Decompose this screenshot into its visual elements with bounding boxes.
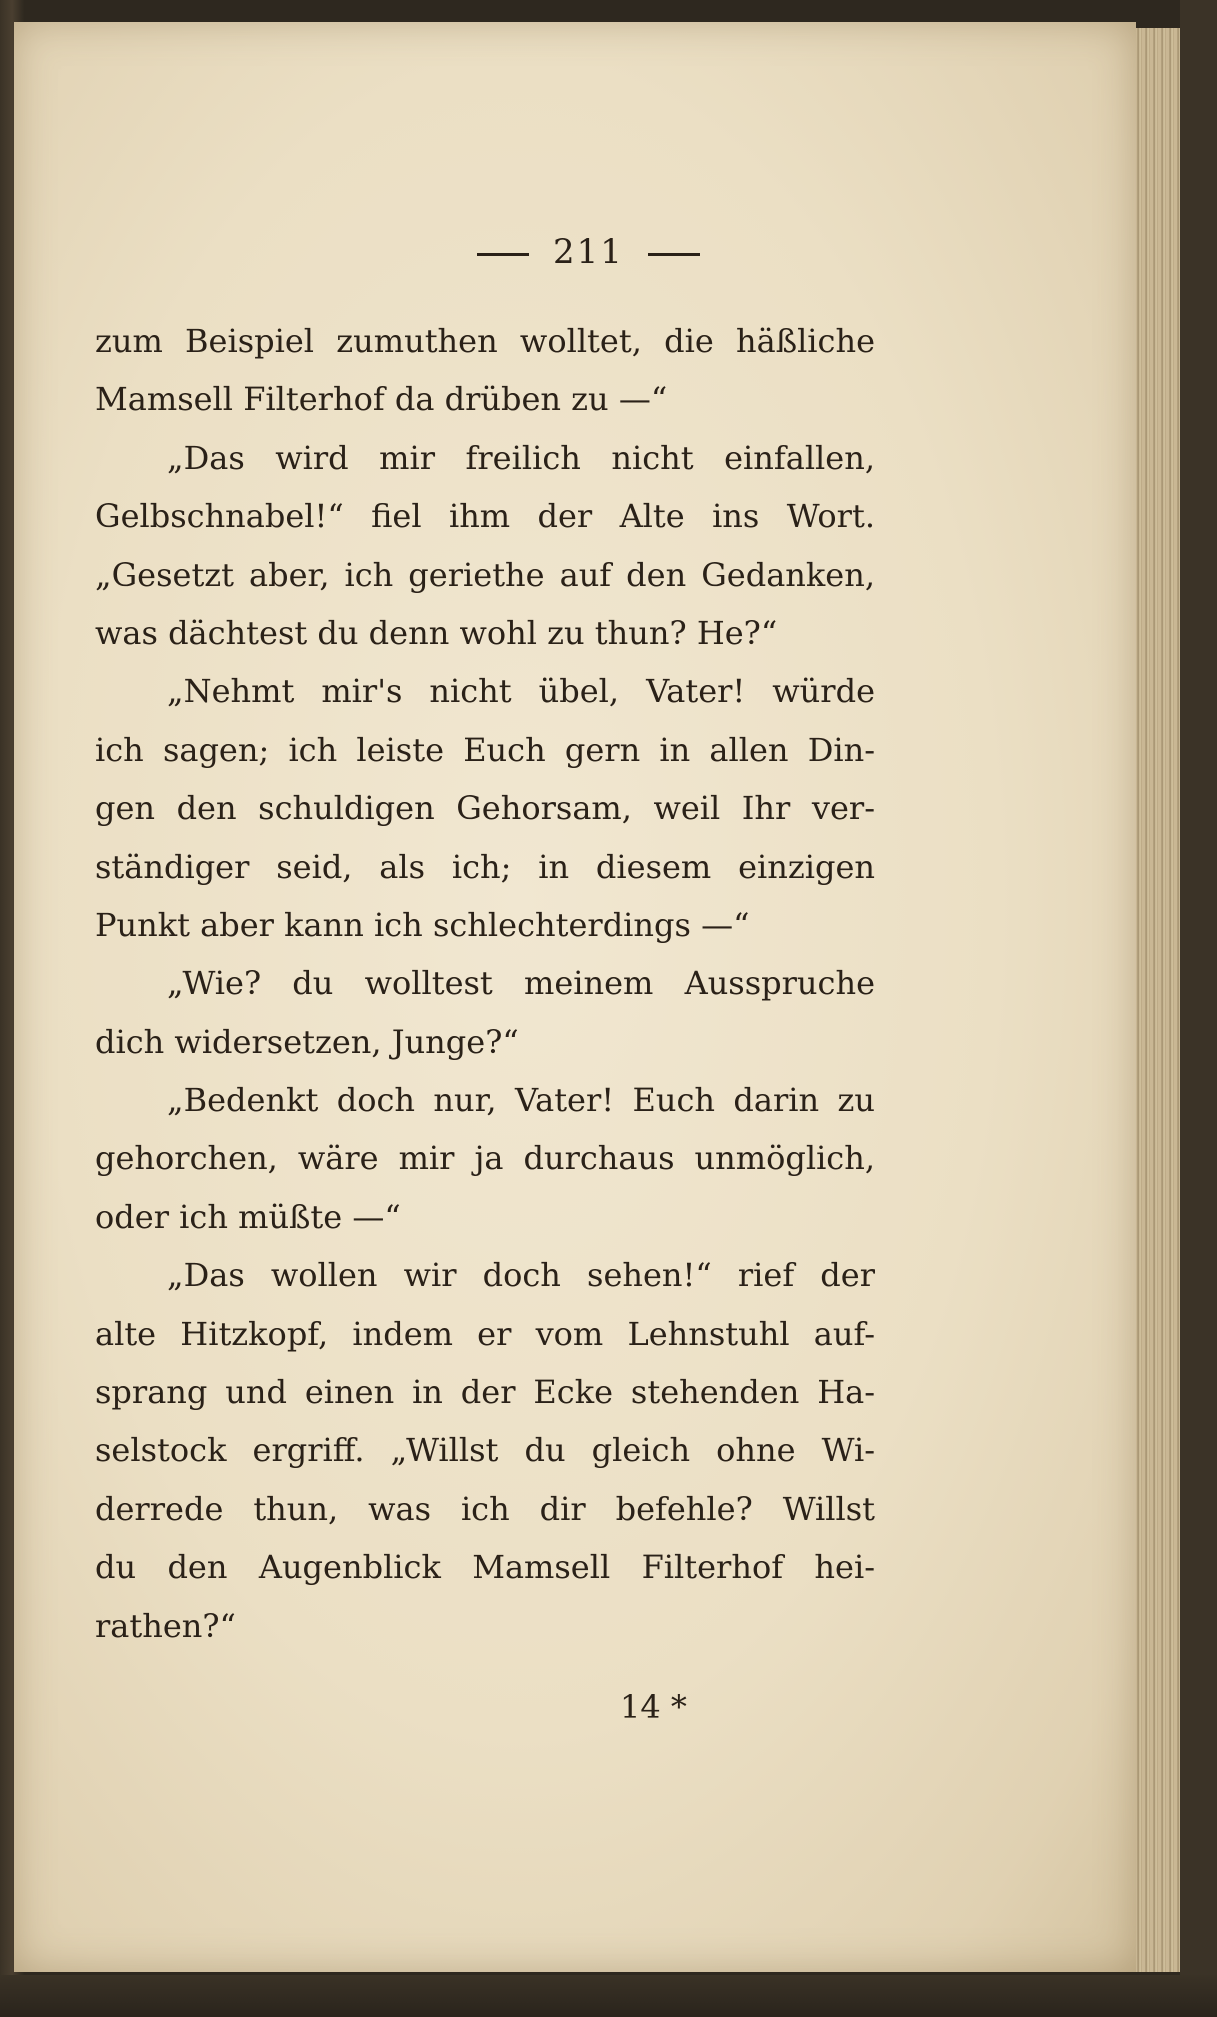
text-line: derrede thun, was ich dir befehle? Willst — [95, 1489, 875, 1528]
page-number: 211 — [553, 232, 624, 272]
text-line: du den Augenblick Mamsell Filterhof hei- — [95, 1548, 875, 1587]
text-line: alte Hitzkopf, indem er vom Lehnstuhl auf- — [95, 1314, 875, 1353]
book-bottom-edge — [0, 1975, 1217, 2017]
text-line: zum Beispiel zumuthen wolltet, die häßliche — [95, 322, 875, 360]
text-line: Gelbschnabel!“ fiel ihm der Alte ins Wort. — [95, 497, 875, 536]
header-dash-right — [648, 253, 700, 256]
book-cover-edge — [1180, 0, 1217, 2017]
text-line: selstock ergriff. „Willst du gleich ohne Wi- — [95, 1431, 875, 1470]
text-line: „Nehmt mir's nicht übel, Vater! würde — [167, 672, 875, 711]
printer-signature: 14 * — [620, 1688, 687, 1726]
text-line: „Gesetzt aber, ich geriethe auf den Gedanken, — [95, 555, 875, 594]
body-text — [95, 312, 875, 1655]
text-line: dich widersetzen, Junge?“ — [95, 1022, 519, 1061]
page-header — [0, 232, 1197, 272]
text-line: gen den schuldigen Gehorsam, weil Ihr ver- — [95, 789, 875, 828]
text-line: rathen?“ — [95, 1606, 236, 1645]
header-dash-left — [477, 253, 529, 256]
text-line: ich sagen; ich leiste Euch gern in allen Din- — [95, 730, 875, 769]
text-line: ständiger seid, als ich; in diesem einzigen — [95, 847, 875, 886]
text-line: sprang und einen in der Ecke stehenden Ha- — [95, 1373, 875, 1412]
text-line: „Das wollen wir doch sehen!“ rief der — [167, 1256, 875, 1295]
text-line: Mamsell Filterhof da drüben zu —“ — [95, 380, 668, 419]
text-line: gehorchen, wäre mir ja durchaus unmöglich, — [95, 1139, 875, 1178]
text-line: Punkt aber kann ich schlechterdings —“ — [95, 905, 750, 944]
text-line: oder ich müßte —“ — [95, 1197, 401, 1236]
text-line: „Wie? du wolltest meinem Ausspruche — [167, 964, 875, 1003]
text-line: „Bedenkt doch nur, Vater! Euch darin zu — [167, 1081, 875, 1120]
text-line: was dächtest du denn wohl zu thun? He?“ — [95, 613, 778, 652]
text-line: „Das wird mir freilich nicht einfallen, — [167, 438, 875, 477]
